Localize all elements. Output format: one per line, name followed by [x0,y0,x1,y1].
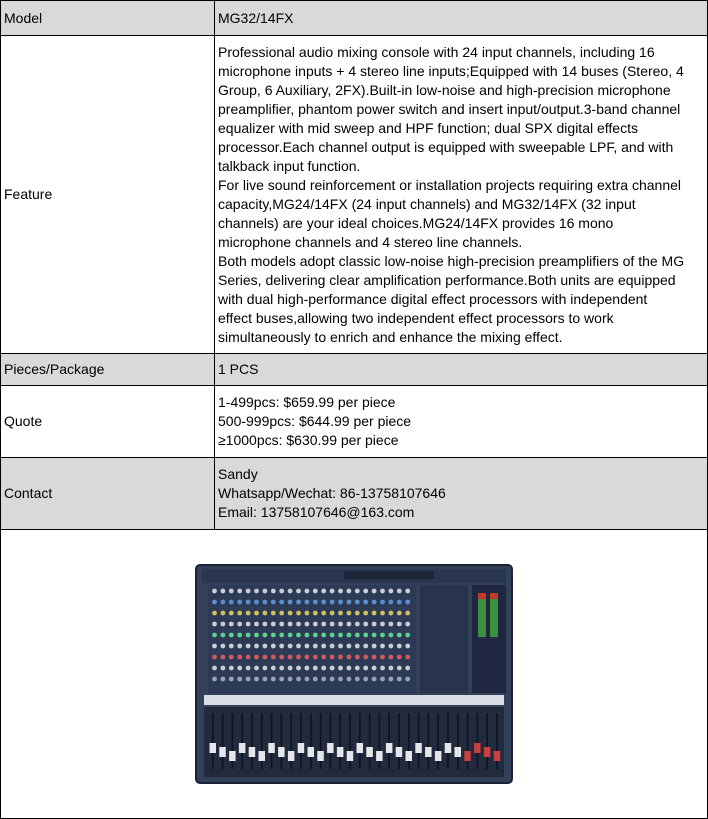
product-image-cell [1,530,708,819]
quote-value [215,386,708,458]
feature-line: simultaneously to enrich and enhance the mixing effect. [218,328,563,345]
quote-tier: ≥1000pcs: $630.99 per piece [218,432,399,448]
quote-row [1,386,708,458]
package-label: Pieces/Package [1,354,215,386]
feature-line: Series, delivering clear amplification performance.Both units are equipped [218,271,676,288]
feature-line: effect buses,allowing two independent effect processors to work [218,309,614,326]
feature-line: microphone inputs + 4 stereo line inputs;Equipped with 14 buses (Stereo, 4 [218,62,684,79]
model-value: MG32/14FX [215,1,708,36]
contact-name: Sandy [218,466,258,482]
feature-line: preamplifier, phantom power switch and insert input/output.3-band channel [218,100,681,117]
image-row [1,530,708,819]
model-label: Model [1,1,215,36]
feature-line: talkback input function. [218,157,361,174]
model-row [1,1,708,36]
feature-line: microphone channels and 4 stereo line channels. [218,233,523,250]
package-value: 1 PCS [215,354,708,386]
mixer-console-image [194,563,514,785]
feature-line: Professional audio mixing console with 24 input channels, including 16 [218,43,655,60]
feature-line: capacity,MG24/14FX (24 input channels) and MG32/14FX (32 input [218,195,636,212]
contact-label: Contact [1,458,215,530]
feature-line: equalizer with mid sweep and HPF function; dual SPX digital effects [218,119,638,136]
contact-email: Email: 13758107646@163.com [218,504,415,520]
feature-row [1,36,708,354]
feature-line: For live sound reinforcement or installation projects requiring extra channel [218,176,682,193]
contact-value [215,458,708,530]
quote-tier: 1-499pcs: $659.99 per piece [218,394,396,410]
feature-label: Feature [1,36,215,354]
quote-label: Quote [1,386,215,458]
package-row [1,354,708,386]
feature-line: channels) are your ideal choices.MG24/14FX provides 16 mono [218,214,614,231]
feature-line: with dual high-performance digital effect processors with independent [218,290,648,307]
feature-line: Both models adopt classic low-noise high-precision preamplifiers of the MG [218,252,685,269]
feature-value [215,36,708,354]
contact-row [1,458,708,530]
contact-whatsapp: Whatsapp/Wechat: 86-13758107646 [218,485,446,501]
feature-line: processor.Each channel output is equipped with sweepable LPF, and with [218,138,674,155]
feature-line: Group, 6 Auxiliary, 2FX).Built-in low-noise and high-precision microphone [218,81,671,98]
quote-tier: 500-999pcs: $644.99 per piece [218,413,412,429]
